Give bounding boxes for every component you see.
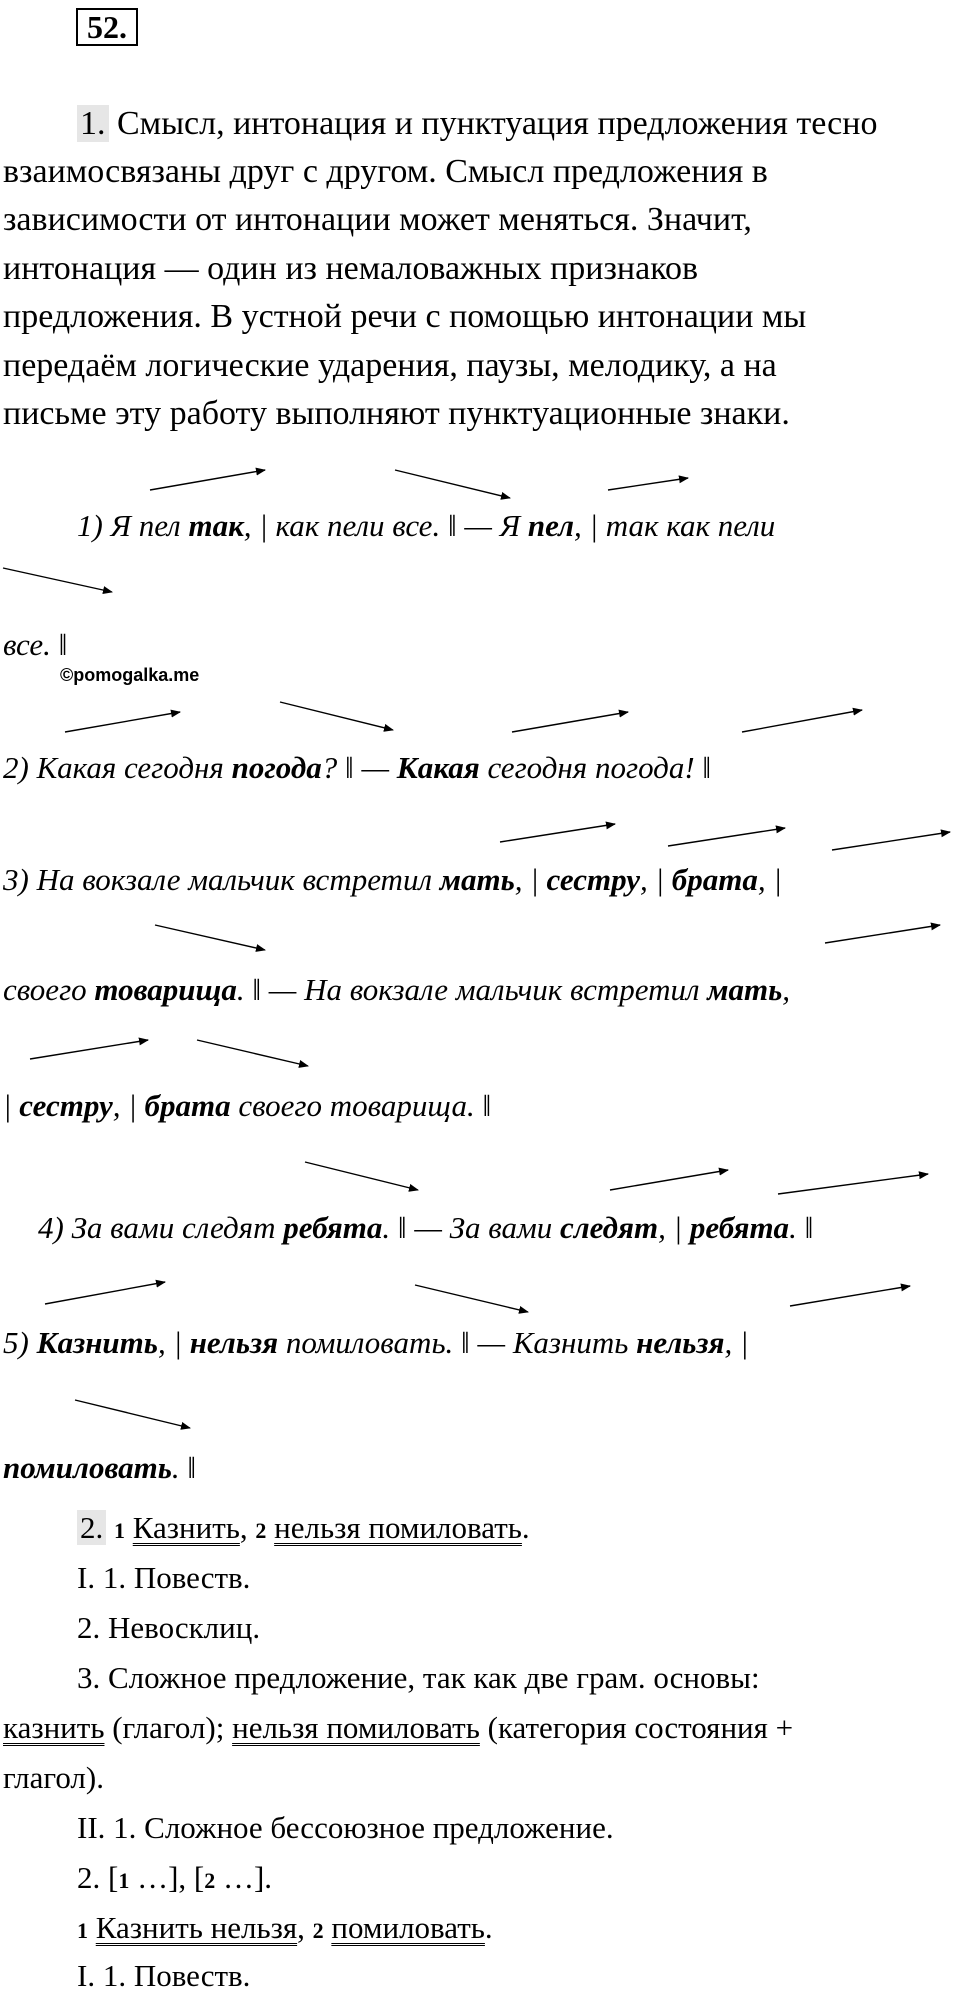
arrow-rise [825, 925, 940, 943]
intro-line-2: взаимосвязаны друг с другом. Смысл предложения в [3, 153, 768, 190]
arrow-rise [790, 1286, 910, 1306]
example-5-line-2: помиловать. ‖ [3, 1450, 197, 1485]
analysis-line-2: I. 1. Повеств. [77, 1560, 251, 1595]
example-1-line-2: все. ‖ [3, 627, 68, 662]
example-3-line-3: | сестру, | брата своего товарища. ‖ [3, 1088, 492, 1123]
arrow-fall [305, 1162, 418, 1190]
example-5-line-1: 5) Казнить, | нельзя помиловать. ‖ — Казнить нельзя, | [3, 1325, 749, 1360]
example-1-line-1: 1) Я пел так, | как пели все. ‖ — Я пел, | так как пели [77, 508, 776, 543]
arrow-rise [742, 710, 862, 732]
watermark: ©pomogalka.me [60, 665, 200, 685]
arrow-fall [280, 702, 393, 730]
analysis-line-6: глагол). [3, 1760, 104, 1795]
arrow-fall [75, 1400, 190, 1428]
intro-line-3: зависимости от интонации может меняться. Значит, [3, 201, 752, 238]
arrow-rise [45, 1282, 165, 1304]
analysis-line-9: 1 Казнить нельзя, 2 помиловать. [77, 1910, 493, 1945]
analysis-line-1: 2. 1 Казнить, 2 нельзя помиловать. [77, 1510, 530, 1546]
example-3-line-1: 3) На вокзале мальчик встретил мать, | сестру, | брата, | [3, 862, 782, 897]
example-4: 4) За вами следят ребята. ‖ — За вами следят, | ребята. ‖ [38, 1210, 814, 1245]
analysis-line-5: казнить (глагол); нельзя помиловать (категория состояния + [3, 1710, 794, 1745]
arrow-rise [668, 828, 785, 846]
arrow-rise [65, 712, 180, 732]
arrow-rise [778, 1174, 928, 1194]
arrow-rise [30, 1040, 148, 1059]
analysis-line-10: I. 1. Повеств. [77, 1958, 251, 1993]
arrow-rise [150, 470, 265, 490]
analysis-line-8: 2. [1 …], [2 …]. [77, 1860, 273, 1895]
arrow-rise [610, 1170, 728, 1190]
arrow-fall [395, 470, 510, 498]
intro-line-6: передаём логические ударения, паузы, мелодику, а на [3, 347, 777, 384]
analysis-line-3: 2. Невосклиц. [77, 1610, 261, 1645]
intro-line-5: предложения. В устной речи с помощью интонации мы [3, 298, 807, 335]
arrow-rise [512, 712, 628, 732]
example-3-line-2: своего товарища. ‖ — На вокзале мальчик встретил мать, [3, 972, 791, 1007]
arrow-rise [832, 832, 950, 850]
analysis-line-4: 3. Сложное предложение, так как две грам. основы: [77, 1660, 760, 1695]
intro-line-7: письме эту работу выполняют пунктуационные знаки. [3, 395, 790, 432]
arrow-fall [197, 1040, 308, 1066]
arrow-fall [3, 568, 112, 592]
arrow-fall [155, 925, 265, 950]
example-2: 2) Какая сегодня погода? ‖ — Какая сегодня погода! ‖ [3, 750, 712, 785]
intro-line-1: 1. Смысл, интонация и пунктуация предложения тесно [77, 100, 877, 149]
part1-label: 1. [77, 105, 109, 142]
analysis-line-7: II. 1. Сложное бессоюзное предложение. [77, 1810, 614, 1845]
arrow-rise [500, 824, 615, 842]
arrow-rise [608, 478, 688, 490]
exercise-number: 52. [76, 8, 138, 46]
arrow-fall [415, 1285, 528, 1312]
intro-line-4: интонация — один из немаловажных признаков [3, 250, 699, 287]
